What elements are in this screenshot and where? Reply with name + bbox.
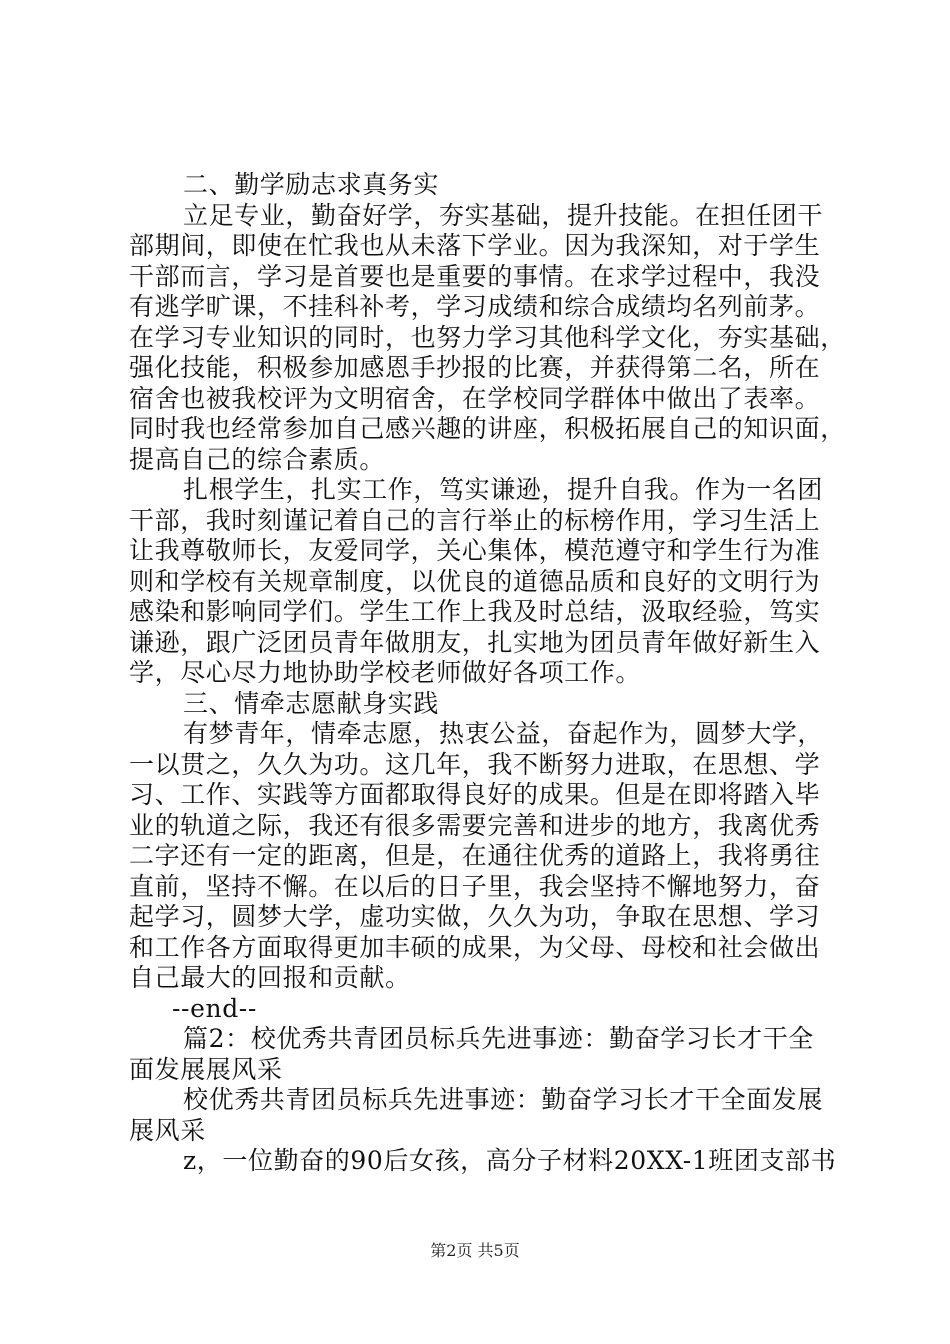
paragraph-line: 让我尊敬师长，友爱同学，关心集体，模范遵守和学生行为准 (129, 536, 821, 565)
paragraph-line: 立足专业，勤奋好学，夯实基础，提升技能。在担任团干 (183, 200, 824, 230)
page-footer: 第2页 共5页 (430, 1241, 520, 1260)
paragraph-line: 在学习专业知识的同时，也努力学习其他科学文化，夯实基础， (129, 322, 846, 352)
paragraph-line: 直前，坚持不懈。在以后的日子里，我会坚持不懈地努力，奋 (129, 871, 821, 901)
section-heading-3: 三、情牵志愿献身实践 (183, 688, 440, 718)
section-heading-2: 二、勤学励志求真务实 (183, 170, 440, 199)
paragraph-line: 部期间，即使在忙我也从未落下学业。因为我深知，对于学生 (129, 231, 821, 260)
paragraph-line: 起学习，圆梦大学，虚功实做，久久为功，争取在思想、学习 (129, 902, 821, 931)
paragraph-line: 强化技能，积极参加感恩手抄报的比赛，并获得第二名，所在 (129, 353, 821, 382)
paragraph-line: 一以贯之，久久为功。这几年，我不断努力进取，在思想、学 (129, 749, 821, 779)
paragraph-line: z，一位勤奋的90后女孩，高分子材料20XX-1班团支部书 (183, 1146, 837, 1175)
paragraph-line: 同时我也经常参加自己感兴趣的讲座，积极拓展自己的知识面， (129, 414, 846, 443)
paragraph-line: 业的轨道之际，我还有很多需要完善和进步的地方，我离优秀 (129, 810, 821, 840)
paragraph-line: 感染和影响同学们。学生工作上我及时总结，汲取经验，笃实 (129, 597, 821, 626)
paragraph-line: 学，尽心尽力地协助学校老师做好各项工作。 (129, 658, 642, 687)
paragraph-line: 二字还有一定的距离，但是，在通往优秀的道路上，我将勇往 (129, 841, 821, 870)
paragraph-line: 谦逊，跟广泛团员青年做朋友，扎实地为团员青年做好新生入 (129, 627, 821, 657)
paragraph-line: 自己最大的回报和贡献。 (129, 963, 411, 992)
paragraph-line: 宿舍也被我校评为文明宿舍，在学校同学群体中做出了表率。 (129, 383, 821, 413)
paragraph-line: 校优秀共青团员标兵先进事迹：勤奋学习长才干全面发展 (183, 1085, 824, 1114)
paragraph-line: 干部，我时刻谨记着自己的言行举止的标榜作用，学习生活上 (129, 505, 821, 535)
paragraph-line: 和工作各方面取得更加丰硕的成果，为父母、母校和社会做出 (129, 932, 821, 962)
paragraph-line: 扎根学生，扎实工作，笃实谦逊，提升自我。作为一名团 (183, 475, 824, 504)
paragraph-line: 提高自己的综合素质。 (129, 444, 386, 474)
paragraph-line: 则和学校有关规章制度，以优良的道德品质和良好的文明行为 (129, 566, 821, 596)
article-title-line: 面发展展风采 (129, 1054, 283, 1084)
paragraph-line: 展风采 (129, 1115, 206, 1145)
paragraph-line: 有逃学旷课，不挂科补考，学习成绩和综合成绩均名列前茅。 (129, 292, 821, 321)
article-title-line: 篇2：校优秀共青团员标兵先进事迹：勤奋学习长才干全 (183, 1024, 814, 1053)
paragraph-line: 习、工作、实践等方面都取得良好的成果。但是在即将踏入毕 (129, 780, 821, 809)
end-marker: --end-- (172, 993, 257, 1023)
paragraph-line: 有梦青年，情牵志愿，热衷公益，奋起作为，圆梦大学， (183, 719, 824, 748)
paragraph-line: 干部而言，学习是首要也是重要的事情。在求学过程中，我没 (129, 261, 821, 291)
